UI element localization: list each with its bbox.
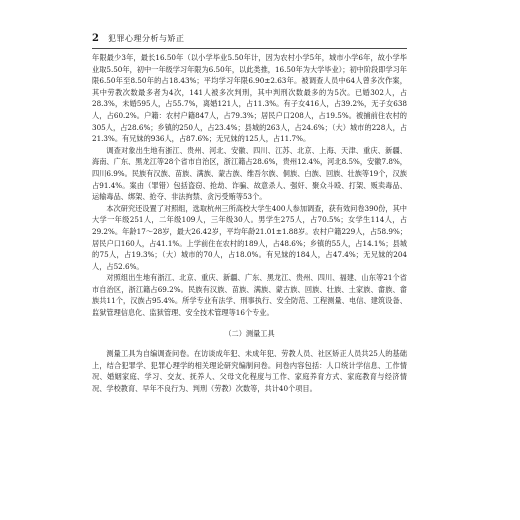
section-heading: （二）测量工具 <box>224 328 275 338</box>
paragraph: 测量工具为自编调查问卷。在访谈成年犯、未成年犯、劳教人员、社区矫正人员共25人的基础上，结合犯罪学、犯罪心理学的相关理论研究编制问卷。问卷内容包括：人口统计学信息、工作情况、婚姻家庭、学习、交友、抚养人、父母文化程度与工作、家庭养育方式、家庭教育与经济情况、学校教育、早年不良行为、判刑（劳教）次数等，共计40个项目。 <box>92 349 407 394</box>
paragraph: 对照组出生地有浙江、北京、重庆、新疆、广东、黑龙江、贵州、四川、福建、山东等21个省市自治区，浙江籍占69.2%。民族有汉族、苗族、满族、蒙古族、回族、壮族、土家族、畲族、畲族共11个，汉族占95.4%。所学专业有法学、刑事执行、安全防范、工程测量、电信、建筑设备、监狱管理信息化、监狱管理、安全技术管理等16个专业。 <box>92 273 407 318</box>
paragraph: 本次研究还设置了对照组，选取杭州三所高校大学生400人参加调查，获有效问卷390份，其中大学一年级251人，二年级109人，三年级30人。男学生275人，占70.5%；女学生114人，占29.2%。年龄17～28岁，最大26.42岁，平均年龄21.01±1.88岁。农村户籍229人，占58.9%；居民户口160人，占41.1%。上学前住在农村的189人，占48.6%；乡镇的55人，占14.1%；县城的75人，占19.3%；（大）城市的70人，占18.0%。有兄妹的184人，占47.4%；无兄妹的204人，占52.6%。 <box>92 203 407 271</box>
paragraph-continued: 年限最少3年，最长16.50年（以小学毕业5.50年计，因为农村小学5年，城市小学6年，故小学毕业取5.50年，初中一年级学习年限为6.50年，以此类推，16.50年为大学毕业）；初中阶段即学习年限6.50年至8.50年的占18.43%；平均学习年限6.90±2.63年。被调查人员中64人曾多次作案，其中劳教次数最多者为4次，141人被多次判刑，其中判刑次数最多的为5次。已婚302人，占28.3%，未婚595人，占55.7%，离婚121人，占11.3%。有子女416人，占39.2%，无子女638人，占60.2%。户籍：农村户籍847人，占79.3%；居民户口208人，占19.5%。被捕前住农村的305人，占28.6%；乡镇的250人，占23.4%；县城的263人，占24.6%；（大）城市的228人，占21.3%。有兄妹的936人，占87.6%；无兄妹的125人，占11.7%。 <box>92 53 407 144</box>
running-title: 犯罪心理分析与矫正 <box>107 33 185 43</box>
header-rule <box>92 48 407 49</box>
page-number: 2 <box>92 32 99 44</box>
paragraph: 调查对象出生地有浙江、贵州、河北、安徽、四川、江苏、北京、上海、天津、重庆、新疆、海南、广东、黑龙江等28个省市自治区，浙江籍占28.6%，贵州12.4%，河北8.5%，安徽7.8%，四川6.9%。民族有汉族、苗族、满族、蒙古族、维吾尔族、侗族、白族、回族、壮族等19个，汉族占91.4%。案由（罪错）包括盗窃、抢劫、诈骗、故意杀人、强奸、聚众斗殴、打架、贩卖毒品、运输毒品、绑架、抢夺、非法拘禁、贪污受贿等53个。 <box>92 145 407 202</box>
running-header <box>92 29 407 47</box>
body-text <box>92 52 407 395</box>
